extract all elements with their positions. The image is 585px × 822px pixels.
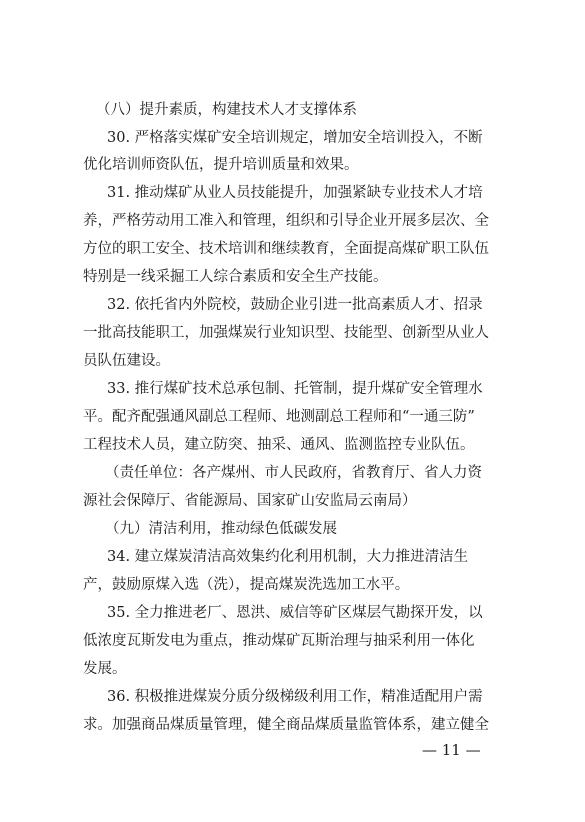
page-number: — 11 — <box>422 741 481 759</box>
document-page: （八）提升素质，构建技术人才支撑体系 30. 严格落实煤矿安全培训规定，增加安全培训投入，不断 优化培训师资队伍，提升培训质量和效果。 31. 推动煤矿从业人员技能提升，加强紧缺专业技术人才培 养，严格劳动用工准入和管理，组织和引导企业开展多层次、全 方位的职工安全、技术培训和继续教育，全面提高煤矿职工队伍 特别是一线采掘工人综合素质和安全生产技能。 32. 依托省内外院校，鼓励企业引进一批高素质人才、招录 一批高技能职工，加强煤炭行业知识型、技能型、创新型从业人 员队伍建设。 33. 推行煤矿技术总承包制、托管制，提升煤矿安全管理水 平。配齐配强通风副总工程师、地测副总工程师和“一通三防” 工程技术人员，建立防突、抽采、通风、监测监控专业队伍。 （责任单位：各产煤州、市人民政府，省教育厅、省人力资 源社会保障厅、省能源局、国家矿山安监局云南局） （九）清洁利用，推动绿色低碳发展 34. 建立煤炭清洁高效集约化利用机制，大力推进清洁生 产，鼓励原煤入选（洗），提高煤炭洗选加工水平。 35. 全力推进老厂、恩洪、威信等矿区煤层气勘探开发，以 低浓度瓦斯发电为重点，推动煤矿瓦斯治理与抽采利用一体化 发展。 36. 积极推进煤炭分质分级梯级利用工作，精准适配用户需 求。加强商品煤质量管理，健全商品煤质量监管体系，建立健全 — 11 — <box>83 102 489 759</box>
